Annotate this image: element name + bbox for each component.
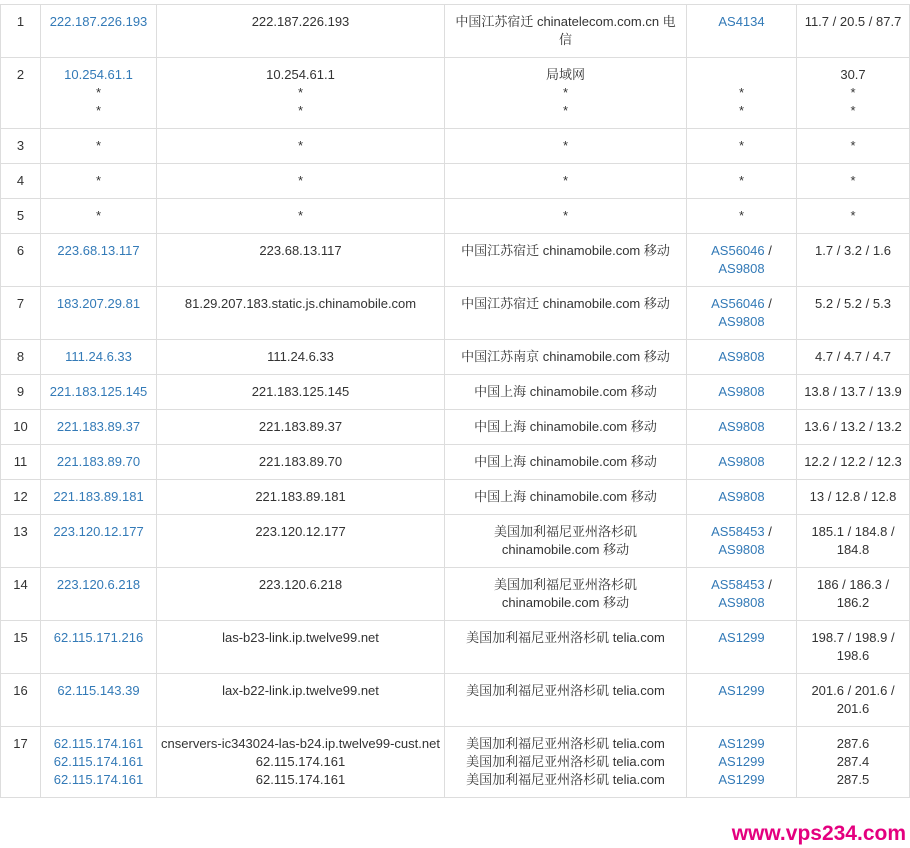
as-number-link[interactable]: AS1299 <box>718 772 765 787</box>
hop-number-cell <box>1 58 41 129</box>
table-row <box>1 480 910 515</box>
location-text: 美国加利福尼亚州洛杉矶 telia.com <box>466 754 665 769</box>
location-text: * <box>562 103 569 118</box>
as-separator: / <box>764 243 772 258</box>
traceroute-table <box>0 4 910 798</box>
ip-text: * <box>95 208 102 223</box>
latency-cell <box>797 515 910 568</box>
hop-number: 10 <box>13 419 28 434</box>
location-cell <box>445 674 687 727</box>
ip-link[interactable]: 62.115.174.161 <box>53 736 144 751</box>
location-text: 美国加利福尼亚州洛杉矶 telia.com <box>466 683 665 698</box>
as-line <box>691 242 792 278</box>
location-cell <box>445 129 687 164</box>
as-line: * <box>738 173 745 188</box>
table-row <box>1 164 910 199</box>
hostname-text: 223.68.13.117 <box>259 243 342 258</box>
ip-link[interactable]: 223.120.12.177 <box>53 524 144 539</box>
hop-number-cell <box>1 727 41 798</box>
table-row <box>1 445 910 480</box>
location-cell <box>445 727 687 798</box>
hostname-text: las-b23-link.ip.twelve99.net <box>222 630 379 645</box>
as-line <box>691 735 792 753</box>
hop-number: 4 <box>16 173 25 188</box>
as-number-link[interactable]: AS4134 <box>718 14 765 29</box>
latency-cell <box>797 5 910 58</box>
hostname-text: * <box>297 173 304 188</box>
hostname-text: 221.183.89.181 <box>255 489 346 504</box>
ip-link[interactable]: 221.183.89.37 <box>56 419 141 434</box>
hop-number-cell <box>1 410 41 445</box>
ip-cell <box>41 445 157 480</box>
hostname-cell <box>157 234 445 287</box>
as-number-link[interactable]: AS9808 <box>718 384 765 399</box>
hostname-cell <box>157 515 445 568</box>
latency-text: * <box>850 103 856 118</box>
latency-text: * <box>850 173 856 188</box>
ip-cell <box>41 5 157 58</box>
table-row <box>1 199 910 234</box>
latency-cell <box>797 445 910 480</box>
location-text: 局域网 <box>545 67 585 82</box>
as-line <box>691 418 792 436</box>
as-number-link[interactable]: AS9808 <box>718 419 765 434</box>
table-row <box>1 375 910 410</box>
hop-number-cell <box>1 480 41 515</box>
location-cell <box>445 340 687 375</box>
hostname-cell <box>157 340 445 375</box>
latency-text: 4.7 / 4.7 / 4.7 <box>815 349 891 364</box>
latency-text: 287.5 <box>836 772 870 787</box>
ip-cell <box>41 410 157 445</box>
table-row <box>1 340 910 375</box>
latency-cell <box>797 58 910 129</box>
location-text: 中国上海 chinamobile.com 移动 <box>474 489 657 504</box>
as-number-link[interactable]: AS9808 <box>718 261 765 276</box>
ip-link[interactable]: 221.183.125.145 <box>49 384 148 399</box>
hostname-cell <box>157 164 445 199</box>
as-line: * <box>738 138 745 153</box>
latency-text: 198.7 / 198.9 / 198.6 <box>811 630 895 663</box>
as-cell <box>687 727 797 798</box>
hop-number: 15 <box>13 630 28 645</box>
hop-number: 2 <box>16 67 25 82</box>
as-cell <box>687 515 797 568</box>
ip-link[interactable]: 111.24.6.33 <box>65 349 132 364</box>
as-line <box>691 348 792 366</box>
hop-number: 1 <box>16 14 25 29</box>
latency-cell <box>797 568 910 621</box>
as-number-link[interactable]: AS56046 <box>711 296 765 311</box>
ip-link[interactable]: 221.183.89.70 <box>56 454 141 469</box>
hostname-cell <box>157 5 445 58</box>
hostname-text: * <box>297 85 304 100</box>
location-text: 美国加利福尼亚州洛杉矶 telia.com <box>466 772 665 787</box>
latency-cell <box>797 727 910 798</box>
ip-cell <box>41 727 157 798</box>
location-text: 中国江苏宿迁 chinamobile.com 移动 <box>461 296 670 311</box>
latency-cell <box>797 164 910 199</box>
latency-cell <box>797 129 910 164</box>
ip-cell <box>41 568 157 621</box>
hop-number-cell <box>1 234 41 287</box>
latency-text: 201.6 / 201.6 / 201.6 <box>811 683 895 716</box>
hop-number-cell <box>1 674 41 727</box>
latency-cell <box>797 375 910 410</box>
location-text: * <box>562 138 569 153</box>
hostname-cell <box>157 568 445 621</box>
table-row <box>1 727 910 798</box>
as-line <box>691 383 792 401</box>
hop-number: 14 <box>13 577 28 592</box>
as-number-link[interactable]: AS1299 <box>718 754 765 769</box>
latency-text: 287.6 <box>836 736 870 751</box>
location-cell <box>445 568 687 621</box>
location-text: * <box>562 173 569 188</box>
latency-cell <box>797 340 910 375</box>
location-text: 中国江苏宿迁 chinatelecom.com.cn 电信 <box>455 14 676 47</box>
hop-number: 8 <box>16 349 25 364</box>
location-text: * <box>562 85 569 100</box>
hostname-cell <box>157 199 445 234</box>
hop-number-cell <box>1 129 41 164</box>
hostname-text: lax-b22-link.ip.twelve99.net <box>222 683 379 698</box>
as-number-link[interactable]: AS58453 <box>711 577 765 592</box>
hostname-text: * <box>297 208 304 223</box>
ip-cell <box>41 164 157 199</box>
hostname-cell <box>157 480 445 515</box>
ip-text: * <box>95 173 102 188</box>
latency-cell <box>797 287 910 340</box>
hop-number: 11 <box>13 454 28 469</box>
ip-link[interactable]: 221.183.89.181 <box>53 489 144 504</box>
ip-cell <box>41 129 157 164</box>
as-cell <box>687 340 797 375</box>
ip-cell <box>41 340 157 375</box>
location-text: 中国上海 chinamobile.com 移动 <box>474 454 657 469</box>
hop-number-cell <box>1 568 41 621</box>
location-text: 美国加利福尼亚州洛杉矶 telia.com <box>466 736 665 751</box>
ip-text: * <box>95 138 102 153</box>
location-cell <box>445 199 687 234</box>
as-line: * <box>738 103 745 118</box>
latency-cell <box>797 410 910 445</box>
location-cell <box>445 164 687 199</box>
as-line <box>691 753 792 771</box>
ip-cell <box>41 480 157 515</box>
table-row <box>1 58 910 129</box>
table-row <box>1 410 910 445</box>
as-cell <box>687 410 797 445</box>
hostname-text: 81.29.207.183.static.js.chinamobile.com <box>184 296 417 311</box>
hostname-cell <box>157 58 445 129</box>
hostname-text: 221.183.125.145 <box>251 384 350 399</box>
as-line <box>691 66 792 84</box>
as-line <box>691 771 792 789</box>
as-cell <box>687 5 797 58</box>
hop-number-cell <box>1 445 41 480</box>
as-separator: / <box>764 296 772 311</box>
hop-number-cell <box>1 515 41 568</box>
hop-number-cell <box>1 5 41 58</box>
table-row <box>1 621 910 674</box>
as-line <box>691 13 792 31</box>
latency-cell <box>797 234 910 287</box>
ip-text: * <box>95 103 102 118</box>
ip-link[interactable]: 222.187.226.193 <box>49 14 148 29</box>
ip-cell <box>41 674 157 727</box>
hostname-text: * <box>297 138 304 153</box>
latency-text: 13.6 / 13.2 / 13.2 <box>804 419 902 434</box>
location-text: * <box>562 208 569 223</box>
hop-number-cell <box>1 287 41 340</box>
hostname-text: * <box>297 103 304 118</box>
as-number-link[interactable]: AS9808 <box>718 542 765 557</box>
hostname-text: 10.254.61.1 <box>266 67 335 82</box>
table-row <box>1 234 910 287</box>
hop-number: 5 <box>16 208 25 223</box>
hostname-text: 221.183.89.37 <box>258 419 343 434</box>
latency-text: 13 / 12.8 / 12.8 <box>809 489 897 504</box>
ip-cell <box>41 234 157 287</box>
as-line <box>691 453 792 471</box>
hostname-text: 221.183.89.70 <box>258 454 343 469</box>
location-cell <box>445 621 687 674</box>
as-line: * <box>738 208 745 223</box>
traceroute-table-body <box>1 5 910 798</box>
hostname-cell <box>157 445 445 480</box>
as-line: * <box>738 85 745 100</box>
hostname-cell <box>157 621 445 674</box>
location-text: 中国江苏宿迁 chinamobile.com 移动 <box>461 243 670 258</box>
location-cell <box>445 445 687 480</box>
as-number-link[interactable]: AS9808 <box>718 349 765 364</box>
watermark: www.vps234.com <box>731 822 906 845</box>
hostname-cell <box>157 674 445 727</box>
location-text: 美国加利福尼亚州洛杉矶 chinamobile.com 移动 <box>493 524 637 557</box>
table-row <box>1 287 910 340</box>
table-row <box>1 129 910 164</box>
as-line <box>691 488 792 506</box>
latency-text: 185.1 / 184.8 / 184.8 <box>811 524 895 557</box>
hop-number-cell <box>1 621 41 674</box>
hostname-cell <box>157 410 445 445</box>
as-number-link[interactable]: AS9808 <box>718 314 765 329</box>
table-row <box>1 674 910 727</box>
hop-number: 9 <box>16 384 25 399</box>
as-line <box>691 682 792 700</box>
latency-text: 11.7 / 20.5 / 87.7 <box>804 14 902 29</box>
as-cell <box>687 129 797 164</box>
ip-link[interactable]: 62.115.174.161 <box>53 754 144 769</box>
latency-text: * <box>850 85 856 100</box>
hostname-text: 223.120.6.218 <box>258 577 343 592</box>
as-cell <box>687 375 797 410</box>
ip-cell <box>41 58 157 129</box>
hop-number: 12 <box>13 489 28 504</box>
as-cell <box>687 58 797 129</box>
latency-cell <box>797 674 910 727</box>
hostname-text: 222.187.226.193 <box>251 14 350 29</box>
hostname-text: 111.24.6.33 <box>267 349 334 364</box>
hop-number: 3 <box>16 138 25 153</box>
as-separator: / <box>764 577 772 592</box>
ip-link[interactable]: 62.115.174.161 <box>53 772 144 787</box>
location-cell <box>445 515 687 568</box>
as-number-link[interactable]: AS56046 <box>711 243 765 258</box>
as-cell <box>687 568 797 621</box>
latency-cell <box>797 621 910 674</box>
latency-cell <box>797 199 910 234</box>
as-number-link[interactable]: AS58453 <box>711 524 765 539</box>
location-text: 美国加利福尼亚州洛杉矶 chinamobile.com 移动 <box>493 577 637 610</box>
hop-number-cell <box>1 164 41 199</box>
hostname-text: 62.115.174.161 <box>255 754 346 769</box>
as-line <box>691 523 792 559</box>
latency-text: 287.4 <box>836 754 870 769</box>
hop-number: 7 <box>16 296 25 311</box>
ip-link[interactable]: 183.207.29.81 <box>56 296 141 311</box>
hostname-text: 223.120.12.177 <box>255 524 346 539</box>
hop-number: 13 <box>13 524 28 539</box>
hostname-cell <box>157 287 445 340</box>
location-text: 美国加利福尼亚州洛杉矶 telia.com <box>466 630 665 645</box>
as-cell <box>687 234 797 287</box>
ip-cell <box>41 199 157 234</box>
location-text: 中国上海 chinamobile.com 移动 <box>474 384 657 399</box>
ip-link[interactable]: 223.68.13.117 <box>57 243 140 258</box>
as-number-link[interactable]: AS9808 <box>718 454 765 469</box>
hop-number: 6 <box>16 243 25 258</box>
latency-text: 1.7 / 3.2 / 1.6 <box>815 243 891 258</box>
ip-link[interactable]: 223.120.6.218 <box>56 577 141 592</box>
latency-text: 30.7 <box>840 67 866 82</box>
as-cell <box>687 480 797 515</box>
latency-text: * <box>850 208 856 223</box>
as-number-link[interactable]: AS9808 <box>718 595 765 610</box>
location-cell <box>445 480 687 515</box>
hostname-cell <box>157 727 445 798</box>
hostname-cell <box>157 375 445 410</box>
as-number-link[interactable]: AS1299 <box>718 683 765 698</box>
location-text: 中国江苏南京 chinamobile.com 移动 <box>461 349 670 364</box>
location-cell <box>445 287 687 340</box>
as-line <box>691 295 792 331</box>
as-cell <box>687 164 797 199</box>
as-cell <box>687 199 797 234</box>
latency-text: 13.8 / 13.7 / 13.9 <box>804 384 902 399</box>
table-row <box>1 568 910 621</box>
as-cell <box>687 287 797 340</box>
hop-number: 17 <box>13 736 28 751</box>
ip-cell <box>41 515 157 568</box>
ip-text: * <box>95 85 102 100</box>
location-text: 中国上海 chinamobile.com 移动 <box>474 419 657 434</box>
ip-link[interactable]: 10.254.61.1 <box>64 67 133 82</box>
as-cell <box>687 445 797 480</box>
location-cell <box>445 375 687 410</box>
location-cell <box>445 5 687 58</box>
table-row <box>1 5 910 58</box>
ip-link[interactable]: 62.115.143.39 <box>57 683 140 698</box>
as-cell <box>687 674 797 727</box>
latency-cell <box>797 480 910 515</box>
location-cell <box>445 58 687 129</box>
as-number-link[interactable]: AS1299 <box>718 630 765 645</box>
ip-link[interactable]: 62.115.171.216 <box>53 630 144 645</box>
table-row <box>1 515 910 568</box>
hop-number-cell <box>1 199 41 234</box>
latency-text: 12.2 / 12.2 / 12.3 <box>804 454 902 469</box>
as-line <box>691 576 792 612</box>
location-cell <box>445 410 687 445</box>
as-number-link[interactable]: AS9808 <box>718 489 765 504</box>
latency-text: 5.2 / 5.2 / 5.3 <box>815 296 891 311</box>
latency-text: 186 / 186.3 / 186.2 <box>816 577 890 610</box>
latency-text: * <box>850 138 856 153</box>
ip-cell <box>41 287 157 340</box>
ip-cell <box>41 621 157 674</box>
hop-number: 16 <box>13 683 28 698</box>
as-line <box>691 629 792 647</box>
hostname-cell <box>157 129 445 164</box>
as-cell <box>687 621 797 674</box>
as-separator: / <box>764 524 772 539</box>
ip-cell <box>41 375 157 410</box>
as-number-link[interactable]: AS1299 <box>718 736 765 751</box>
location-cell <box>445 234 687 287</box>
hop-number-cell <box>1 340 41 375</box>
hostname-text: cnservers-ic343024-las-b24.ip.twelve99-cust.net <box>161 736 440 751</box>
hostname-text: 62.115.174.161 <box>255 772 346 787</box>
hop-number-cell <box>1 375 41 410</box>
